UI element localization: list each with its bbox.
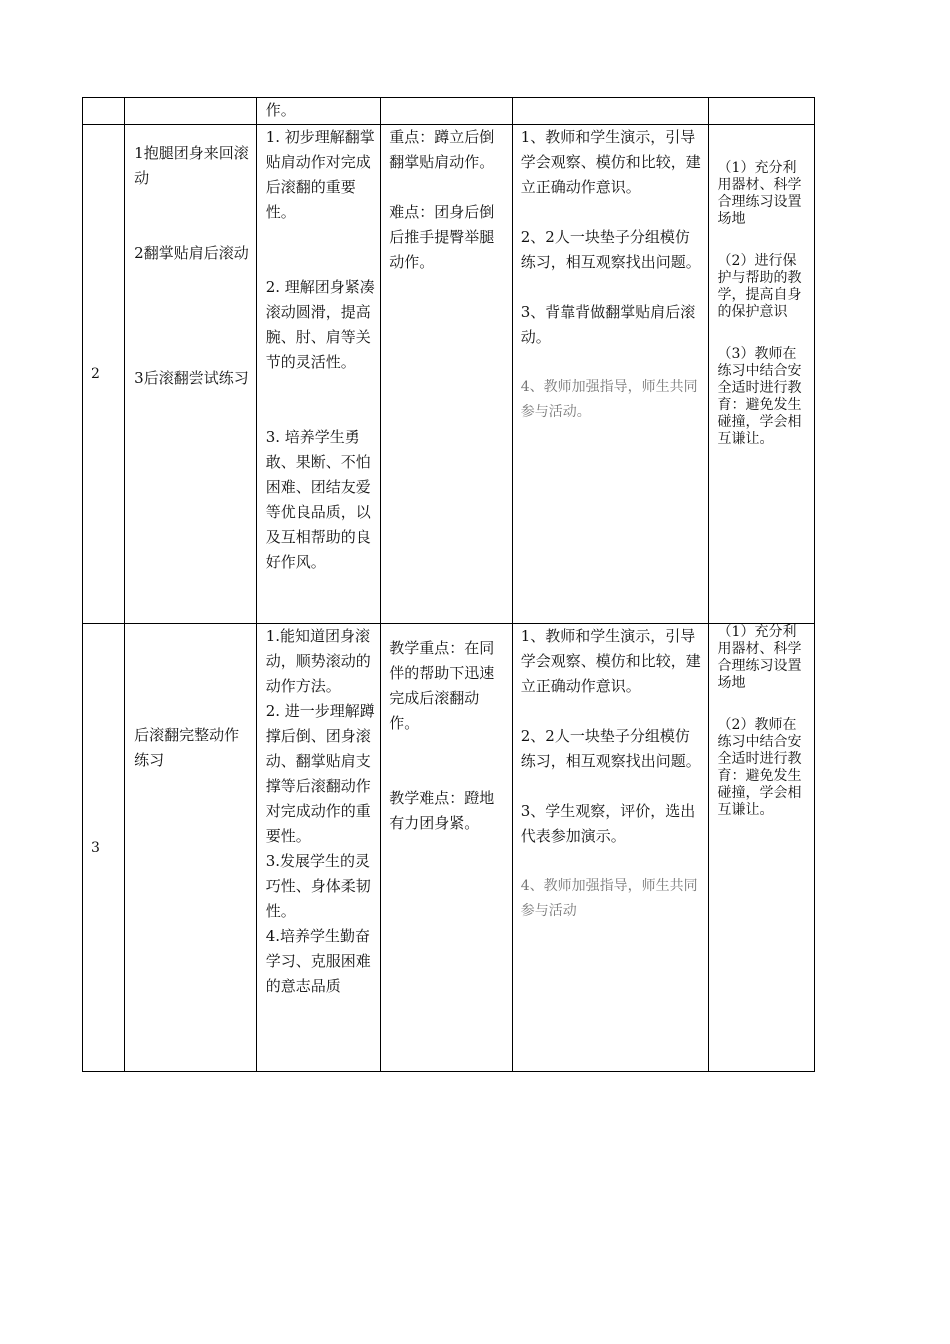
table-row-continuation	[83, 98, 815, 125]
method-item: 2、2人一块垫子分组模仿练习，相互观察找出问题。	[520, 228, 701, 271]
key-point: 重点：蹲立后倒翻掌贴肩动作。	[389, 128, 495, 171]
method-item: 4、教师加强指导，师生共同参与活动。	[520, 379, 698, 420]
row-number: 2	[83, 125, 125, 624]
content-item: 1抱腿团身来回滚动	[134, 144, 249, 187]
cell-methods	[512, 624, 708, 1072]
objective-tail-text: 作。	[265, 101, 296, 119]
cell-empty	[381, 98, 513, 125]
objective-item: 3. 培养学生勇敢、果断、不怕困难、团结友爱等优良品质，以及互相帮助的良好作风。	[265, 428, 371, 571]
objective-item: 2. 进一步理解蹲撑后倒、团身滚动、翻掌贴肩支撑等后滚翻动作对完成动作的重要性。	[265, 702, 375, 845]
objective-item: 2. 理解团身紧凑滚动圆滑，提高腕、肘、肩等关节的灵活性。	[265, 278, 375, 371]
objective-item: 3.发展学生的灵巧性、身体柔韧性。	[265, 852, 371, 920]
method-item: 3、背靠背做翻掌贴肩后滚动。	[520, 303, 696, 346]
table-row-2	[83, 125, 815, 624]
method-item: 3、学生观察，评价，选出代表参加演示。	[520, 802, 696, 845]
safety-item: （3）教师在练习中结合安全适时进行教育：避免发生碰撞，学会相互谦让。	[717, 346, 802, 447]
lesson-plan-table	[82, 97, 815, 1072]
table-row-3	[83, 624, 815, 1072]
method-item: 1、教师和学生演示，引导学会观察、模仿和比较，建立正确动作意识。	[520, 627, 701, 695]
difficulty-point: 教学难点：蹬地有力团身紧。	[389, 789, 495, 832]
cell-safety	[708, 624, 814, 1072]
objective-item: 1. 初步理解翻掌贴肩动作对完成后滚翻的重要性。	[265, 128, 375, 221]
content-item: 3后滚翻尝试练习	[134, 369, 249, 387]
cell-objectives	[256, 624, 381, 1072]
difficulty-point: 难点：团身后倒后推手提臀举腿动作。	[389, 203, 495, 271]
safety-item: （1）充分利用器材、科学合理练习设置场地	[717, 160, 802, 227]
method-item: 1、教师和学生演示，引导学会观察、模仿和比较，建立正确动作意识。	[520, 128, 701, 196]
cell-methods	[512, 125, 708, 624]
cell-objectives	[256, 125, 381, 624]
cell-safety	[708, 125, 814, 624]
cell-objective-tail	[256, 98, 381, 125]
cell-content	[125, 125, 257, 624]
objective-item: 1.能知道团身滚动，顺势滚动的动作方法。	[265, 627, 371, 695]
content-item: 后滚翻完整动作练习	[134, 725, 240, 769]
method-item: 2、2人一块垫子分组模仿练习，相互观察找出问题。	[520, 727, 701, 770]
key-point: 教学重点：在同伴的帮助下迅速完成后滚翻动作。	[389, 639, 495, 732]
content-item: 2翻掌贴肩后滚动	[134, 244, 249, 262]
cell-empty	[708, 98, 814, 125]
cell-empty	[512, 98, 708, 125]
cell-key-points	[381, 125, 513, 624]
objective-item: 4.培养学生勤奋学习、克服困难的意志品质	[265, 927, 371, 995]
safety-item: （2）教师在练习中结合安全适时进行教育：避免发生碰撞，学会相互谦让。	[717, 717, 802, 818]
safety-item: （2）进行保护与帮助的教学，提高自身的保护意识	[717, 253, 802, 320]
safety-item: （1）充分利用器材、科学合理练习设置场地	[717, 624, 802, 691]
method-item: 4、教师加强指导，师生共同参与活动	[520, 878, 698, 919]
cell-empty	[83, 98, 125, 125]
row-number: 3	[83, 624, 125, 1072]
cell-content	[125, 624, 257, 1072]
cell-key-points	[381, 624, 513, 1072]
cell-empty	[125, 98, 257, 125]
